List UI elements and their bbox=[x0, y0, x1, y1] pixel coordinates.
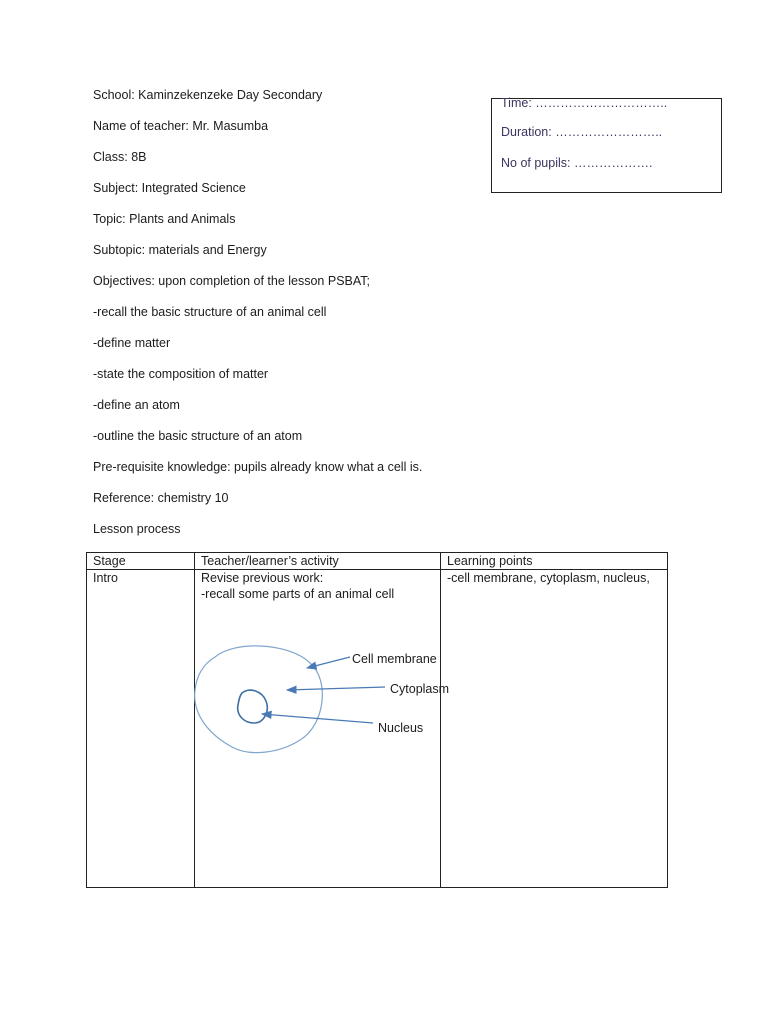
lesson-meta-box bbox=[491, 98, 722, 193]
class-line: Class: 8B bbox=[93, 150, 147, 164]
objective-item: -recall the basic structure of an animal cell bbox=[93, 305, 327, 319]
table-header-row bbox=[87, 553, 668, 570]
school-line: School: Kaminzekenzeke Day Secondary bbox=[93, 88, 323, 102]
nucleus-label: Nucleus bbox=[378, 721, 424, 735]
cytoplasm-arrow bbox=[287, 687, 385, 690]
objectives-intro: Objectives: upon completion of the lesson PSBAT; bbox=[93, 274, 371, 288]
subject-line: Subject: Integrated Science bbox=[93, 181, 246, 195]
activity-text: -recall some parts of an animal cell bbox=[201, 587, 395, 601]
time-field: Time: ………………………….. bbox=[501, 96, 668, 110]
objective-item: -define matter bbox=[93, 336, 171, 350]
animal-cell-diagram bbox=[180, 635, 470, 765]
column-header-stage: Stage bbox=[87, 553, 195, 570]
learning-points-cell: -cell membrane, cytoplasm, nucleus, bbox=[441, 570, 668, 888]
objective-item: -outline the basic structure of an atom bbox=[93, 429, 303, 443]
pupils-field: No of pupils: ………………. bbox=[501, 156, 653, 170]
objective-item: -define an atom bbox=[93, 398, 180, 412]
cell-membrane-label: Cell membrane bbox=[352, 652, 437, 666]
stage-cell: Intro bbox=[87, 570, 195, 888]
nucleus-arrow bbox=[262, 714, 373, 723]
subtopic-line: Subtopic: materials and Energy bbox=[93, 243, 267, 257]
membrane-arrow bbox=[307, 657, 350, 668]
activity-text: Revise previous work: bbox=[201, 571, 324, 585]
nucleus-outline bbox=[238, 690, 268, 723]
topic-line: Topic: Plants and Animals bbox=[93, 212, 236, 226]
column-header-learning-points: Learning points bbox=[441, 553, 668, 570]
cell-membrane-outline bbox=[195, 646, 323, 753]
duration-field: Duration: …………………….. bbox=[501, 125, 663, 139]
reference-line: Reference: chemistry 10 bbox=[93, 491, 229, 505]
prerequisite-line: Pre-requisite knowledge: pupils already know what a cell is. bbox=[93, 460, 423, 474]
teacher-line: Name of teacher: Mr. Masumba bbox=[93, 119, 269, 133]
objective-item: -state the composition of matter bbox=[93, 367, 269, 381]
lesson-process-heading: Lesson process bbox=[93, 522, 181, 536]
column-header-activity: Teacher/learner’s activity bbox=[195, 553, 441, 570]
cytoplasm-label: Cytoplasm bbox=[390, 682, 450, 696]
